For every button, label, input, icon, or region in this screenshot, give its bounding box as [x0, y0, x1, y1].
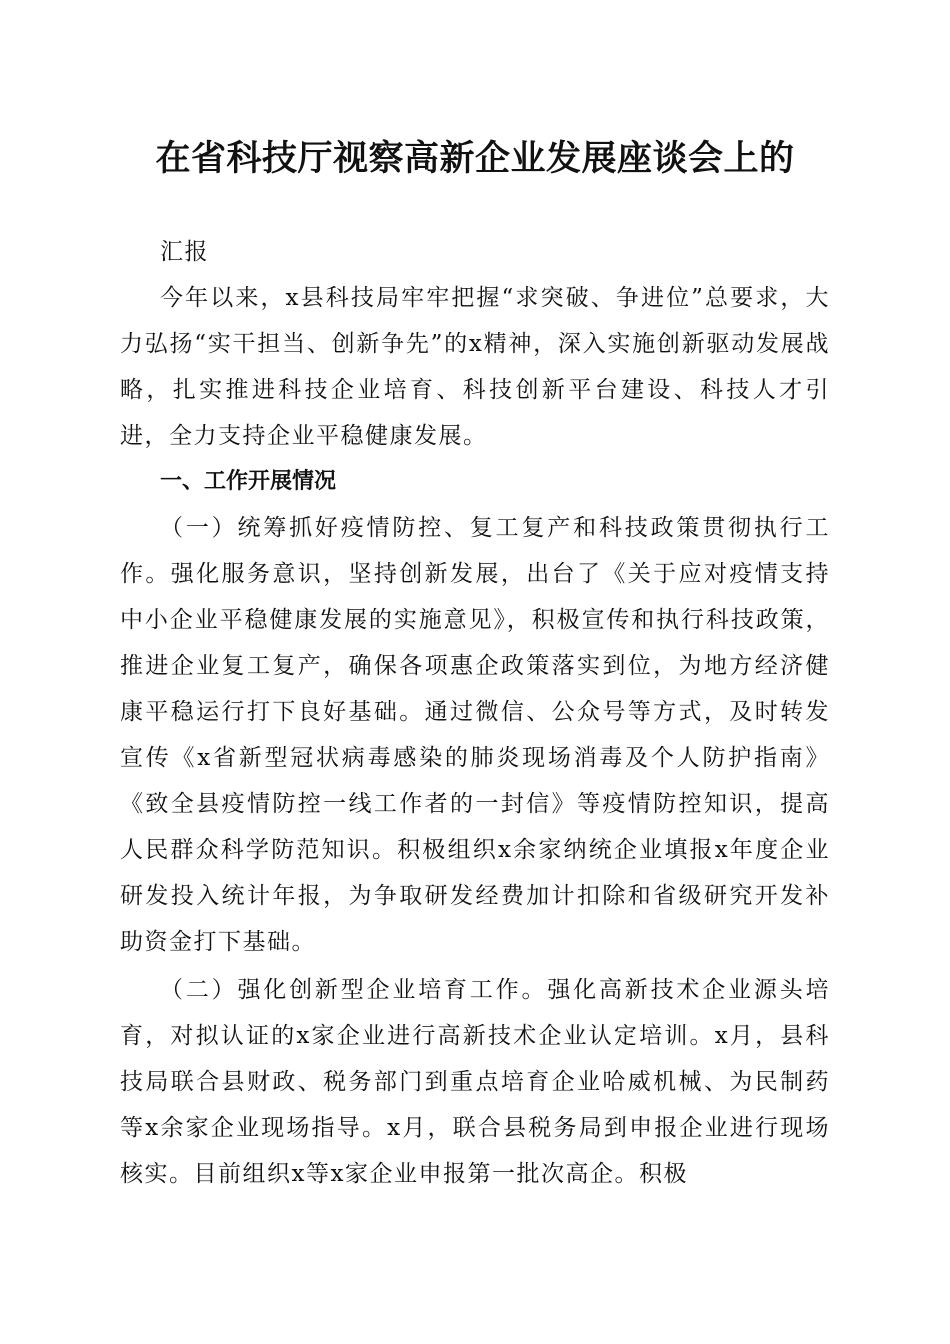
item-1-text: 强化服务意识，坚持创新发展，出台了《关于应对疫情支持中小企业平稳健康发展的实施意见》，积极宣传和执行科技政策，推进企业复工复产，确保各项惠企政策落实到位，为地方经济健康平稳运行打下良好基础。通过微信、公众号等方式，及时转发宣传《x省新型冠状病毒感染的肺炎现场消毒及个人防护指南》《致全县疫情防控一线工作者的一封信》等疫情防控知识，提高人民群众科学防范知识。积极组织x余家纳统企业填报x年度企业研发投入统计年报，为争取研发经费加计扣除和省级研究开发补助资金打下基础。 — [120, 561, 831, 955]
item-1-lead: （一）统筹抓好疫情防控、复工复产和科技政策贯彻执行工作。 — [120, 515, 830, 587]
item-2-paragraph — [120, 967, 830, 1197]
item-1-paragraph — [120, 505, 830, 965]
item-2-text: 强化高新技术企业源头培育，对拟认证的x家企业进行高新技术企业认定培训。x月，县科技局联合县财政、税务部门到重点培育企业哈威机械、为民制药等x余家企业现场指导。x月，联合县税务局到申报企业进行现场核实。目前组织x等x家企业申报第一批次高企。积极 — [120, 977, 831, 1187]
item-2-lead: （二）强化创新型企业培育工作。 — [160, 977, 548, 1003]
document-body — [120, 229, 830, 1197]
section-heading-work-status: 一、工作开展情况 — [160, 469, 337, 494]
document-title: 在省科技厅视察高新企业发展座谈会上的 — [155, 139, 795, 179]
title-continuation: 汇报 — [160, 239, 209, 265]
intro-paragraph: 今年以来，x县科技局牢牢把握“求突破、争进位”总要求，大力弘扬“实干担当、创新争先”的x精神，深入实施创新驱动发展战略，扎实推进科技企业培育、科技创新平台建设、科技人才引进，全力支持企业平稳健康发展。 — [120, 285, 830, 449]
